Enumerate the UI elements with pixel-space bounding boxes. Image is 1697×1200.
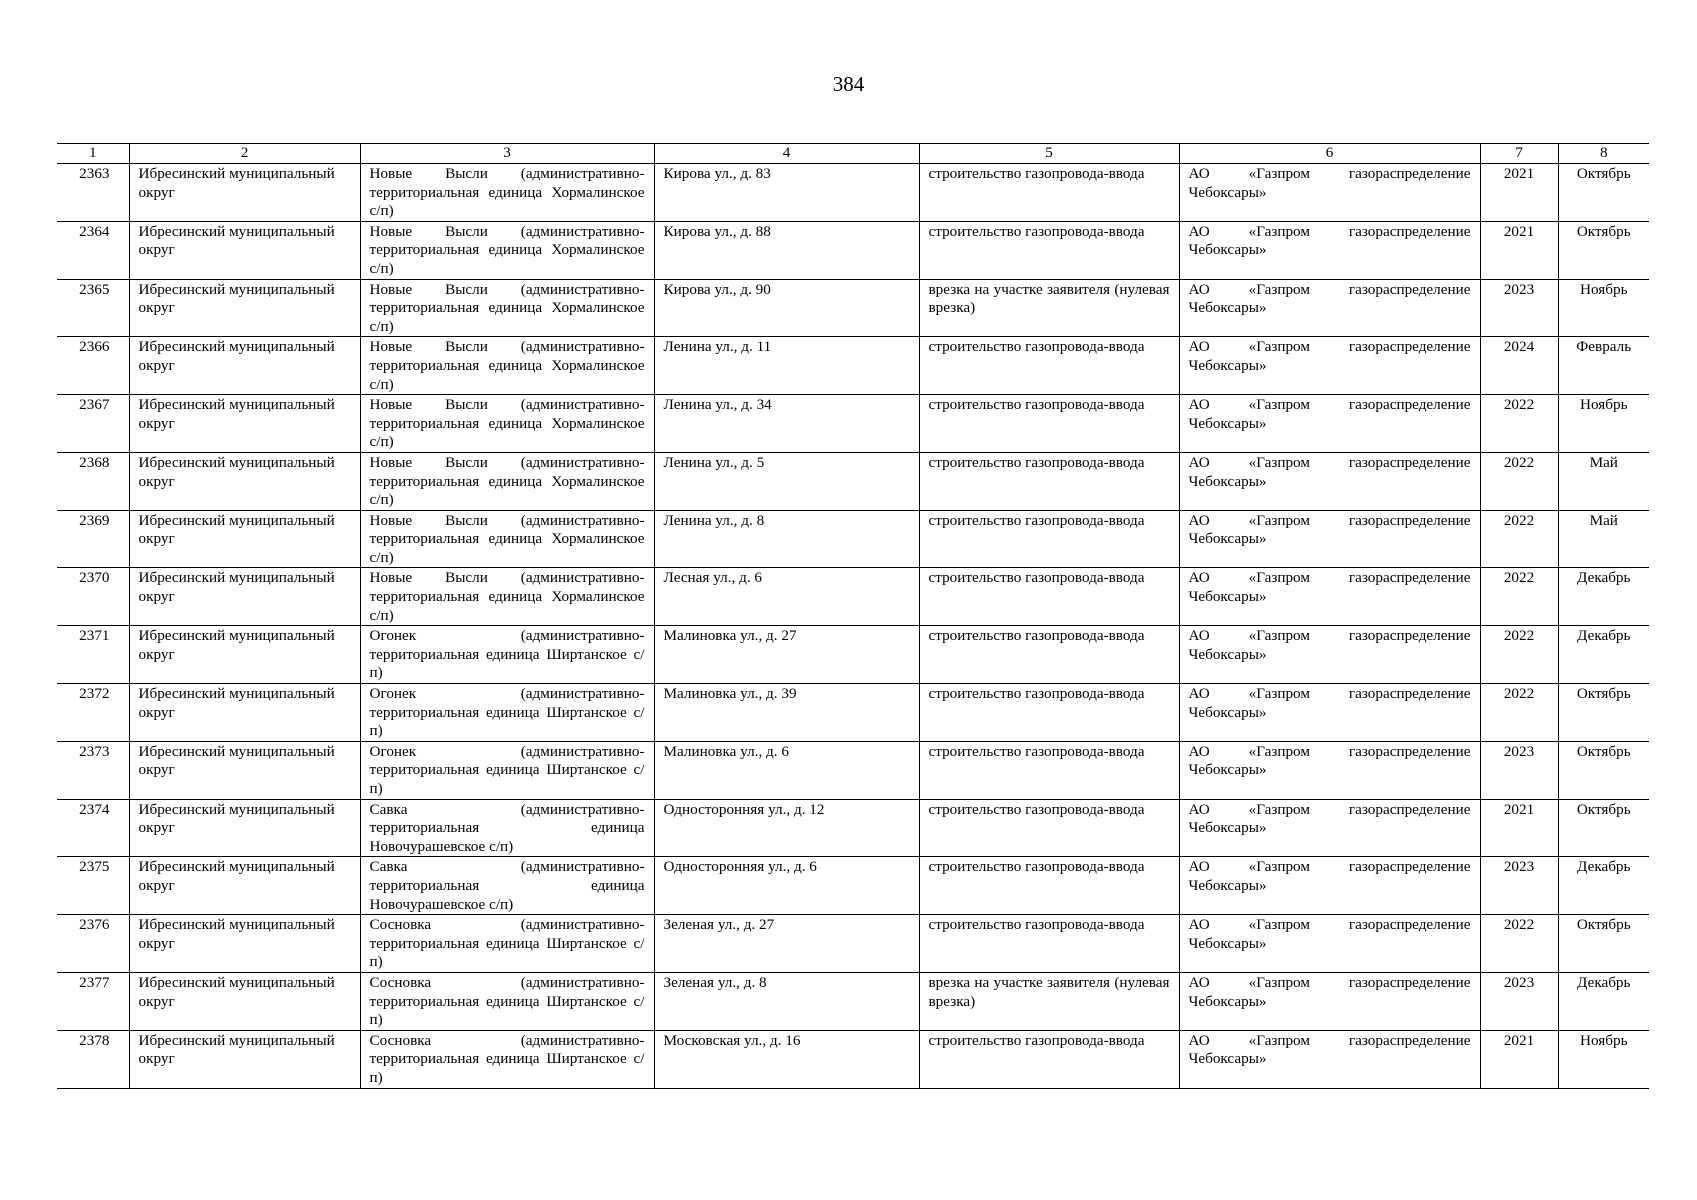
row-number-cell: 2372 bbox=[57, 684, 129, 742]
year-cell: 2023 bbox=[1480, 857, 1558, 915]
district-cell: Ибресинский муниципальный округ bbox=[129, 741, 360, 799]
table-row bbox=[57, 568, 1649, 626]
row-number-cell: 2367 bbox=[57, 395, 129, 453]
header-cell: 7 bbox=[1480, 144, 1558, 164]
row-number-cell: 2363 bbox=[57, 164, 129, 222]
district-cell: Ибресинский муниципальный округ bbox=[129, 799, 360, 857]
header-cell: 5 bbox=[919, 144, 1179, 164]
work-type-cell: строительство газопровода-ввода bbox=[919, 510, 1179, 568]
table-row bbox=[57, 626, 1649, 684]
row-number-cell: 2365 bbox=[57, 279, 129, 337]
address-cell: Малиновка ул., д. 6 bbox=[654, 741, 919, 799]
table-row bbox=[57, 684, 1649, 742]
address-cell: Ленина ул., д. 11 bbox=[654, 337, 919, 395]
organization-cell: АО «Газпром газораспределение Чебоксары» bbox=[1179, 164, 1480, 222]
district-cell: Ибресинский муниципальный округ bbox=[129, 1030, 360, 1088]
year-cell: 2022 bbox=[1480, 395, 1558, 453]
organization-cell: АО «Газпром газораспределение Чебоксары» bbox=[1179, 568, 1480, 626]
row-number-cell: 2376 bbox=[57, 915, 129, 973]
work-type-cell: строительство газопровода-ввода bbox=[919, 915, 1179, 973]
row-number-cell: 2377 bbox=[57, 972, 129, 1030]
work-type-cell: строительство газопровода-ввода bbox=[919, 626, 1179, 684]
work-type-cell: строительство газопровода-ввода bbox=[919, 684, 1179, 742]
row-number-cell: 2373 bbox=[57, 741, 129, 799]
district-cell: Ибресинский муниципальный округ bbox=[129, 568, 360, 626]
table-row bbox=[57, 972, 1649, 1030]
table-row bbox=[57, 1030, 1649, 1088]
row-number-cell: 2375 bbox=[57, 857, 129, 915]
table-body bbox=[57, 164, 1649, 1089]
month-cell: Октябрь bbox=[1558, 684, 1649, 742]
district-cell: Ибресинский муниципальный округ bbox=[129, 337, 360, 395]
table-row bbox=[57, 510, 1649, 568]
month-cell: Ноябрь bbox=[1558, 395, 1649, 453]
month-cell: Май bbox=[1558, 510, 1649, 568]
address-cell: Малиновка ул., д. 39 bbox=[654, 684, 919, 742]
settlement-cell: Новые Высли (административно-территориальная единица Хормалинское с/п) bbox=[360, 337, 654, 395]
district-cell: Ибресинский муниципальный округ bbox=[129, 395, 360, 453]
year-cell: 2022 bbox=[1480, 626, 1558, 684]
district-cell: Ибресинский муниципальный округ bbox=[129, 279, 360, 337]
month-cell: Октябрь bbox=[1558, 221, 1649, 279]
table-header bbox=[57, 144, 1649, 164]
month-cell: Декабрь bbox=[1558, 857, 1649, 915]
organization-cell: АО «Газпром газораспределение Чебоксары» bbox=[1179, 626, 1480, 684]
month-cell: Октябрь bbox=[1558, 915, 1649, 973]
month-cell: Декабрь bbox=[1558, 972, 1649, 1030]
district-cell: Ибресинский муниципальный округ bbox=[129, 915, 360, 973]
address-cell: Ленина ул., д. 5 bbox=[654, 452, 919, 510]
header-cell: 2 bbox=[129, 144, 360, 164]
year-cell: 2021 bbox=[1480, 1030, 1558, 1088]
organization-cell: АО «Газпром газораспределение Чебоксары» bbox=[1179, 972, 1480, 1030]
row-number-cell: 2371 bbox=[57, 626, 129, 684]
header-cell: 6 bbox=[1179, 144, 1480, 164]
organization-cell: АО «Газпром газораспределение Чебоксары» bbox=[1179, 279, 1480, 337]
settlement-cell: Новые Высли (административно-территориальная единица Хормалинское с/п) bbox=[360, 452, 654, 510]
organization-cell: АО «Газпром газораспределение Чебоксары» bbox=[1179, 337, 1480, 395]
organization-cell: АО «Газпром газораспределение Чебоксары» bbox=[1179, 799, 1480, 857]
month-cell: Ноябрь bbox=[1558, 1030, 1649, 1088]
work-type-cell: строительство газопровода-ввода bbox=[919, 337, 1179, 395]
row-number-cell: 2378 bbox=[57, 1030, 129, 1088]
work-type-cell: строительство газопровода-ввода bbox=[919, 741, 1179, 799]
district-cell: Ибресинский муниципальный округ bbox=[129, 972, 360, 1030]
year-cell: 2021 bbox=[1480, 799, 1558, 857]
organization-cell: АО «Газпром газораспределение Чебоксары» bbox=[1179, 1030, 1480, 1088]
address-cell: Односторонняя ул., д. 6 bbox=[654, 857, 919, 915]
organization-cell: АО «Газпром газораспределение Чебоксары» bbox=[1179, 857, 1480, 915]
header-cell: 1 bbox=[57, 144, 129, 164]
month-cell: Декабрь bbox=[1558, 568, 1649, 626]
settlement-cell: Сосновка (административно-территориальная единица Ширтанское с/п) bbox=[360, 1030, 654, 1088]
address-cell: Односторонняя ул., д. 12 bbox=[654, 799, 919, 857]
organization-cell: АО «Газпром газораспределение Чебоксары» bbox=[1179, 221, 1480, 279]
year-cell: 2023 bbox=[1480, 741, 1558, 799]
settlement-cell: Огонек (административно-территориальная единица Ширтанское с/п) bbox=[360, 684, 654, 742]
table-row bbox=[57, 857, 1649, 915]
district-cell: Ибресинский муниципальный округ bbox=[129, 857, 360, 915]
settlement-cell: Огонек (административно-территориальная единица Ширтанское с/п) bbox=[360, 741, 654, 799]
table-row bbox=[57, 164, 1649, 222]
organization-cell: АО «Газпром газораспределение Чебоксары» bbox=[1179, 452, 1480, 510]
table-row bbox=[57, 221, 1649, 279]
district-cell: Ибресинский муниципальный округ bbox=[129, 684, 360, 742]
district-cell: Ибресинский муниципальный округ bbox=[129, 164, 360, 222]
page-number: 384 bbox=[832, 72, 865, 96]
settlement-cell: Савка (административно-территориальная единица Новочурашевское с/п) bbox=[360, 799, 654, 857]
district-cell: Ибресинский муниципальный округ bbox=[129, 452, 360, 510]
organization-cell: АО «Газпром газораспределение Чебоксары» bbox=[1179, 510, 1480, 568]
work-type-cell: строительство газопровода-ввода bbox=[919, 857, 1179, 915]
table-row bbox=[57, 915, 1649, 973]
table-row bbox=[57, 799, 1649, 857]
row-number-cell: 2374 bbox=[57, 799, 129, 857]
month-cell: Декабрь bbox=[1558, 626, 1649, 684]
table-row bbox=[57, 741, 1649, 799]
table-row bbox=[57, 279, 1649, 337]
header-cell: 3 bbox=[360, 144, 654, 164]
header-row bbox=[57, 144, 1649, 164]
month-cell: Октябрь bbox=[1558, 799, 1649, 857]
settlement-cell: Савка (административно-территориальная единица Новочурашевское с/п) bbox=[360, 857, 654, 915]
month-cell: Май bbox=[1558, 452, 1649, 510]
table-row bbox=[57, 337, 1649, 395]
work-type-cell: строительство газопровода-ввода bbox=[919, 452, 1179, 510]
address-cell: Лесная ул., д. 6 bbox=[654, 568, 919, 626]
gas-connection-table bbox=[57, 143, 1649, 1089]
settlement-cell: Новые Высли (административно-территориальная единица Хормалинское с/п) bbox=[360, 164, 654, 222]
work-type-cell: строительство газопровода-ввода bbox=[919, 164, 1179, 222]
month-cell: Февраль bbox=[1558, 337, 1649, 395]
settlement-cell: Новые Высли (административно-территориальная единица Хормалинское с/п) bbox=[360, 279, 654, 337]
settlement-cell: Сосновка (административно-территориальная единица Ширтанское с/п) bbox=[360, 972, 654, 1030]
district-cell: Ибресинский муниципальный округ bbox=[129, 626, 360, 684]
work-type-cell: строительство газопровода-ввода bbox=[919, 395, 1179, 453]
year-cell: 2022 bbox=[1480, 915, 1558, 973]
work-type-cell: строительство газопровода-ввода bbox=[919, 221, 1179, 279]
table-row bbox=[57, 452, 1649, 510]
row-number-cell: 2364 bbox=[57, 221, 129, 279]
year-cell: 2021 bbox=[1480, 164, 1558, 222]
address-cell: Ленина ул., д. 34 bbox=[654, 395, 919, 453]
organization-cell: АО «Газпром газораспределение Чебоксары» bbox=[1179, 741, 1480, 799]
organization-cell: АО «Газпром газораспределение Чебоксары» bbox=[1179, 915, 1480, 973]
row-number-cell: 2366 bbox=[57, 337, 129, 395]
year-cell: 2021 bbox=[1480, 221, 1558, 279]
row-number-cell: 2370 bbox=[57, 568, 129, 626]
address-cell: Московская ул., д. 16 bbox=[654, 1030, 919, 1088]
year-cell: 2023 bbox=[1480, 279, 1558, 337]
month-cell: Октябрь bbox=[1558, 741, 1649, 799]
address-cell: Ленина ул., д. 8 bbox=[654, 510, 919, 568]
address-cell: Зеленая ул., д. 8 bbox=[654, 972, 919, 1030]
organization-cell: АО «Газпром газораспределение Чебоксары» bbox=[1179, 684, 1480, 742]
header-cell: 4 bbox=[654, 144, 919, 164]
month-cell: Октябрь bbox=[1558, 164, 1649, 222]
organization-cell: АО «Газпром газораспределение Чебоксары» bbox=[1179, 395, 1480, 453]
year-cell: 2024 bbox=[1480, 337, 1558, 395]
address-cell: Зеленая ул., д. 27 bbox=[654, 915, 919, 973]
settlement-cell: Новые Высли (административно-территориальная единица Хормалинское с/п) bbox=[360, 395, 654, 453]
address-cell: Кирова ул., д. 83 bbox=[654, 164, 919, 222]
settlement-cell: Огонек (административно-территориальная единица Ширтанское с/п) bbox=[360, 626, 654, 684]
address-cell: Малиновка ул., д. 27 bbox=[654, 626, 919, 684]
year-cell: 2022 bbox=[1480, 510, 1558, 568]
work-type-cell: врезка на участке заявителя (нулевая врезка) bbox=[919, 972, 1179, 1030]
row-number-cell: 2369 bbox=[57, 510, 129, 568]
settlement-cell: Новые Высли (административно-территориальная единица Хормалинское с/п) bbox=[360, 568, 654, 626]
year-cell: 2023 bbox=[1480, 972, 1558, 1030]
row-number-cell: 2368 bbox=[57, 452, 129, 510]
address-cell: Кирова ул., д. 88 bbox=[654, 221, 919, 279]
year-cell: 2022 bbox=[1480, 684, 1558, 742]
district-cell: Ибресинский муниципальный округ bbox=[129, 221, 360, 279]
settlement-cell: Сосновка (административно-территориальная единица Ширтанское с/п) bbox=[360, 915, 654, 973]
year-cell: 2022 bbox=[1480, 568, 1558, 626]
header-cell: 8 bbox=[1558, 144, 1649, 164]
district-cell: Ибресинский муниципальный округ bbox=[129, 510, 360, 568]
work-type-cell: врезка на участке заявителя (нулевая врезка) bbox=[919, 279, 1179, 337]
work-type-cell: строительство газопровода-ввода bbox=[919, 799, 1179, 857]
work-type-cell: строительство газопровода-ввода bbox=[919, 568, 1179, 626]
settlement-cell: Новые Высли (административно-территориальная единица Хормалинское с/п) bbox=[360, 221, 654, 279]
work-type-cell: строительство газопровода-ввода bbox=[919, 1030, 1179, 1088]
table-row bbox=[57, 395, 1649, 453]
address-cell: Кирова ул., д. 90 bbox=[654, 279, 919, 337]
settlement-cell: Новые Высли (административно-территориальная единица Хормалинское с/п) bbox=[360, 510, 654, 568]
year-cell: 2022 bbox=[1480, 452, 1558, 510]
month-cell: Ноябрь bbox=[1558, 279, 1649, 337]
